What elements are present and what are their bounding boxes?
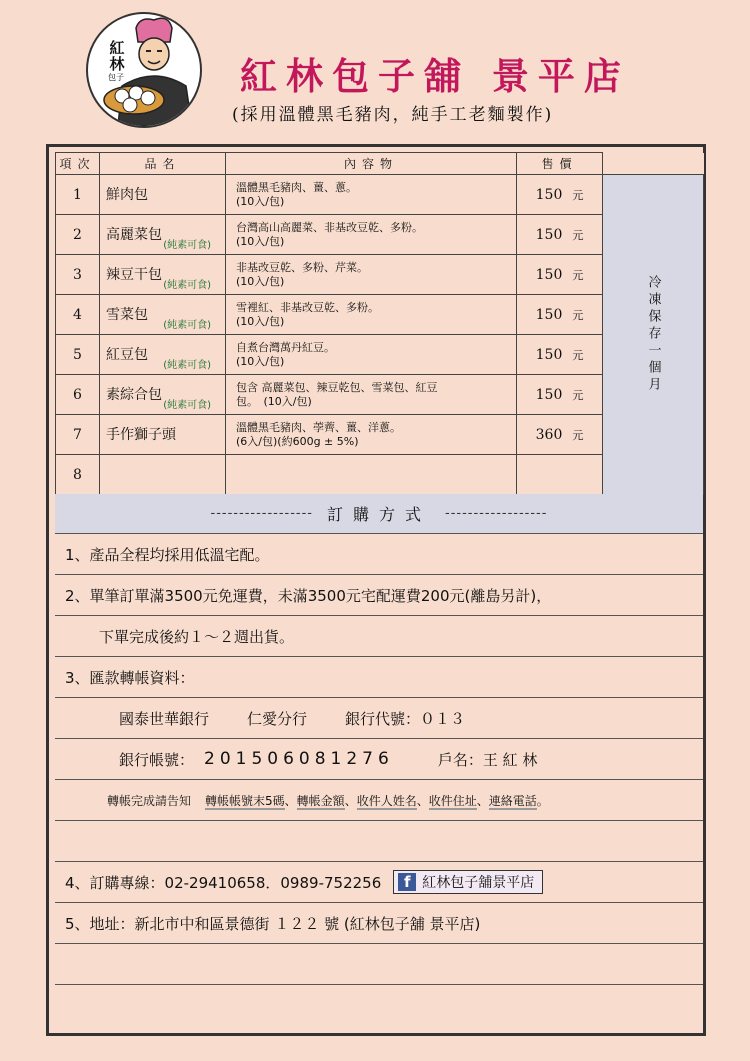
item-name: 手作獅子頭 [106, 427, 176, 443]
item-number: 1 [56, 175, 100, 215]
content-line: 溫體黑毛豬肉、薑、蔥。 [236, 180, 357, 194]
content-line: (10入/包) [236, 194, 285, 208]
vegan-badge: (純素可食) [163, 360, 211, 371]
bank-code: 銀行代號：０１３ [345, 709, 466, 728]
item-number: 8 [56, 455, 100, 495]
order-item-2b [55, 616, 703, 657]
blank-row [55, 944, 703, 985]
order-item-4 [55, 862, 703, 903]
blank-row [55, 821, 703, 862]
item-name: 辣豆干包 [106, 267, 162, 283]
content-line: (10入/包) [236, 274, 285, 288]
currency: 元 [572, 388, 584, 402]
heading-dash-left: ------------------ [210, 506, 313, 521]
currency: 元 [572, 428, 584, 442]
header-no: 項次 [56, 153, 100, 175]
content-line: 雪裡紅、非基改豆乾、多粉。 [236, 300, 379, 314]
content-line: (6入/包)(約600g ± 5%) [236, 434, 359, 448]
content-line: 溫體黑毛豬肉、荸薺、薑、洋蔥。 [236, 420, 401, 434]
item-number: 4 [56, 295, 100, 335]
item-name-cell [100, 215, 226, 255]
item-price-cell [517, 415, 603, 455]
logo-subtext: 包子 [108, 73, 124, 82]
content-line: 包含 高麗菜包、辣豆乾包、雪菜包、紅豆 [236, 380, 438, 394]
heading-dash-right: ------------------ [445, 506, 548, 521]
currency: 元 [572, 348, 584, 362]
bank-branch: 仁愛分行 [247, 709, 308, 728]
bank-info-row [55, 698, 703, 739]
currency: 元 [572, 308, 584, 322]
item-price-cell [517, 375, 603, 415]
notify-row: 轉帳完成請告知 轉帳帳號末5碼、轉帳金額、收件人姓名、收件住址、連絡電話。 [55, 780, 703, 821]
item-name-cell [100, 295, 226, 335]
account-row [55, 739, 703, 780]
item-content [226, 215, 517, 255]
order-phone: 4、訂購專線：02-29410658．0989-752256 [65, 873, 382, 892]
item-price: 150 [535, 226, 563, 243]
item-name-cell [100, 455, 226, 495]
item-name-cell [100, 415, 226, 455]
facebook-label: 紅林包子舖景平店 [422, 875, 535, 891]
item-name: 鮮肉包 [106, 187, 148, 203]
order-item-5 [55, 903, 703, 944]
item-price-cell [517, 295, 603, 335]
notify-item: 收件人姓名 [356, 793, 417, 808]
item-price-cell [517, 255, 603, 295]
page-title: 紅林包子舖 景平店 [240, 54, 630, 98]
header-price: 售價 [517, 153, 603, 175]
content-line: 台灣高山高麗菜、非基改豆乾、多粉。 [236, 220, 423, 234]
item-price: 150 [535, 266, 563, 283]
storage-note [603, 175, 704, 495]
item-content [226, 455, 517, 495]
item-price: 150 [535, 386, 563, 403]
account-holder: 戶名：王 紅 林 [437, 750, 538, 769]
order-heading [55, 494, 703, 534]
bank-name: 國泰世華銀行 [119, 709, 210, 728]
order-heading-text: 訂購方式 [326, 505, 431, 524]
item-name: 高麗菜包 [106, 227, 162, 243]
notify-prefix: 轉帳完成請告知 [107, 793, 192, 808]
item-content [226, 175, 517, 215]
header-name: 品名 [100, 153, 226, 175]
item-content [226, 295, 517, 335]
item-price: 150 [535, 346, 563, 363]
item-price-cell [517, 455, 603, 495]
item-name: 雪菜包 [106, 307, 148, 323]
item-price-cell [517, 215, 603, 255]
order-section [55, 494, 703, 1026]
vegan-badge: (純素可食) [163, 320, 211, 331]
table-header-row [56, 153, 704, 175]
facebook-icon: f [398, 873, 416, 891]
item-number: 7 [56, 415, 100, 455]
item-content [226, 375, 517, 415]
page-subtitle: (採用溫體黑毛豬肉，純手工老麵製作) [232, 105, 554, 125]
order-item-1-text: 1、產品全程均採用低溫宅配。 [65, 545, 270, 564]
notify-item: 轉帳金額 [296, 793, 345, 808]
item-content [226, 335, 517, 375]
currency: 元 [572, 268, 584, 282]
item-number: 5 [56, 335, 100, 375]
content-line: (10入/包) [236, 354, 285, 368]
item-content [226, 255, 517, 295]
order-item-3-text: 3、匯款轉帳資料： [65, 668, 195, 687]
blank-row [55, 985, 703, 1026]
item-number: 3 [56, 255, 100, 295]
account-label: 銀行帳號： [119, 750, 195, 769]
vegan-badge: (純素可食) [163, 280, 211, 291]
currency: 元 [572, 228, 584, 242]
product-table [55, 152, 704, 495]
item-price-cell [517, 335, 603, 375]
item-number: 6 [56, 375, 100, 415]
item-price: 360 [535, 426, 563, 443]
logo [86, 12, 202, 128]
order-item-2-text: 2、單筆訂單滿3500元免運費，未滿3500元宅配運費200元(離島另計)， [65, 586, 552, 605]
item-number: 2 [56, 215, 100, 255]
notify-item: 轉帳帳號末5碼 [205, 793, 285, 808]
storage-note-text: 冷凍保存一個月 [645, 275, 661, 394]
content-line: 自煮台灣萬丹紅豆。 [236, 340, 335, 354]
order-address: 5、地址：新北市中和區景德街 １２２ 號 (紅林包子舖 景平店) [65, 914, 481, 933]
currency: 元 [572, 188, 584, 202]
notify-item: 連絡電話 [488, 793, 537, 808]
item-name: 素綜合包 [106, 387, 162, 403]
header-content: 內容物 [226, 153, 517, 175]
facebook-link[interactable] [393, 870, 543, 894]
vegan-badge: (純素可食) [163, 240, 211, 251]
item-price-cell [517, 175, 603, 215]
item-name-cell [100, 255, 226, 295]
item-price: 150 [535, 306, 563, 323]
header-storage [603, 153, 704, 175]
order-item-2b-text: 下單完成後約１～２週出貨。 [99, 627, 295, 646]
content-line: (10入/包) [236, 234, 285, 248]
order-item-1 [55, 534, 703, 575]
item-name-cell [100, 375, 226, 415]
table-row [56, 175, 704, 215]
content-line: 非基改豆乾、多粉、芹菜。 [236, 260, 368, 274]
content-line: (10入/包) [236, 314, 285, 328]
content-line: 包。 (10入/包) [236, 394, 312, 408]
item-name-cell [100, 175, 226, 215]
item-name-cell [100, 335, 226, 375]
order-item-2 [55, 575, 703, 616]
vegan-badge: (純素可食) [163, 400, 211, 411]
account-number: 201506081276 [204, 749, 394, 769]
item-name: 紅豆包 [106, 347, 148, 363]
order-item-3 [55, 657, 703, 698]
logo-text: 紅林 [109, 39, 125, 73]
item-content [226, 415, 517, 455]
notify-item: 收件住址 [428, 793, 477, 808]
item-price: 150 [535, 186, 563, 203]
chef-illustration-icon [88, 14, 200, 126]
